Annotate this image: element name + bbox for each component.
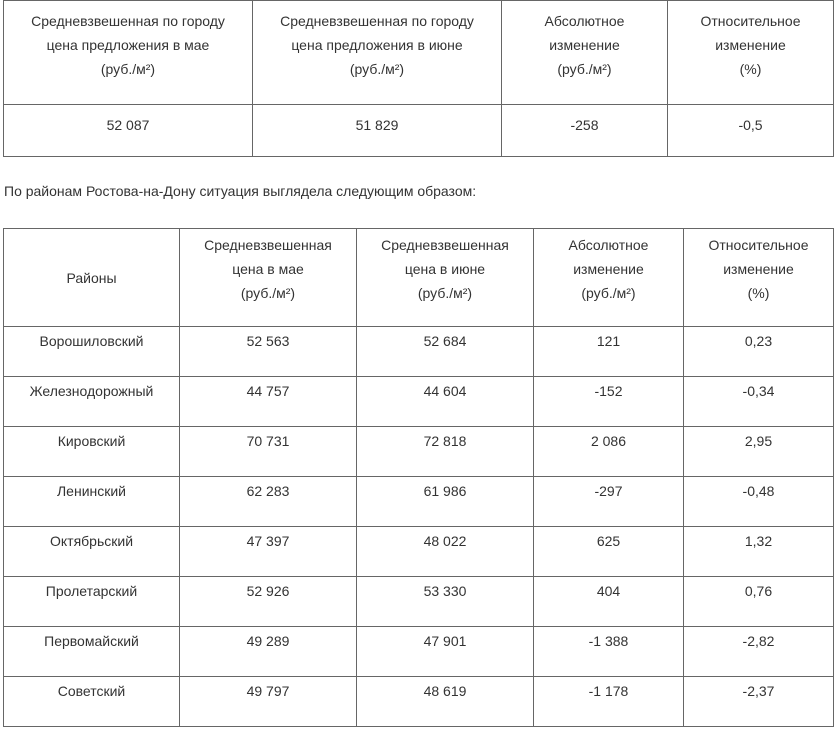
district-cell-relative-change: -2,82 — [684, 627, 834, 677]
city-header-may-price: Средневзвешенная по городу цена предложения в мае (руб./м²) — [4, 1, 253, 105]
district-cell-june-price: 72 818 — [357, 427, 534, 477]
district-table-header-row — [4, 229, 834, 327]
district-cell-district-name: Ленинский — [4, 477, 180, 527]
city-price-table — [3, 0, 834, 157]
city-header-june-price: Средневзвешенная по городу цена предложения в июне (руб./м²) — [253, 1, 502, 105]
district-cell-may-price: 62 283 — [180, 477, 357, 527]
district-cell-june-price: 48 022 — [357, 527, 534, 577]
district-cell-absolute-change: -152 — [534, 377, 684, 427]
district-cell-district-name: Железнодорожный — [4, 377, 180, 427]
district-cell-district-name: Советский — [4, 677, 180, 727]
city-value-may-price: 52 087 — [4, 105, 253, 157]
district-cell-may-price: 70 731 — [180, 427, 357, 477]
table-row — [4, 477, 834, 527]
city-value-relative-change: -0,5 — [668, 105, 834, 157]
district-cell-june-price: 44 604 — [357, 377, 534, 427]
district-cell-june-price: 61 986 — [357, 477, 534, 527]
table-row — [4, 377, 834, 427]
district-cell-relative-change: -0,48 — [684, 477, 834, 527]
district-cell-district-name: Первомайский — [4, 627, 180, 677]
district-header-absolute-change: Абсолютное изменение (руб./м²) — [534, 229, 684, 327]
district-cell-may-price: 49 797 — [180, 677, 357, 727]
table-row — [4, 577, 834, 627]
city-value-absolute-change: -258 — [502, 105, 668, 157]
district-cell-relative-change: 0,23 — [684, 327, 834, 377]
district-table-body — [4, 327, 834, 727]
table-row — [4, 677, 834, 727]
district-header-june-price: Средневзвешенная цена в июне (руб./м²) — [357, 229, 534, 327]
district-cell-june-price: 47 901 — [357, 627, 534, 677]
district-cell-district-name: Кировский — [4, 427, 180, 477]
district-cell-absolute-change: 625 — [534, 527, 684, 577]
table-row — [4, 327, 834, 377]
district-cell-absolute-change: 121 — [534, 327, 684, 377]
city-value-june-price: 51 829 — [253, 105, 502, 157]
table-row — [4, 527, 834, 577]
district-cell-may-price: 52 926 — [180, 577, 357, 627]
district-cell-june-price: 48 619 — [357, 677, 534, 727]
district-header-district: Районы — [4, 229, 180, 327]
city-table-values-row — [4, 105, 834, 157]
district-price-table — [3, 228, 834, 727]
city-table-header-row — [4, 1, 834, 105]
district-header-relative-change: Относительное изменение (%) — [684, 229, 834, 327]
district-cell-district-name: Октябрьский — [4, 527, 180, 577]
city-header-relative-change: Относительное изменение (%) — [668, 1, 834, 105]
district-cell-may-price: 49 289 — [180, 627, 357, 677]
district-cell-june-price: 53 330 — [357, 577, 534, 627]
district-intro-text: По районам Ростова-на-Дону ситуация выглядела следующим образом: — [4, 183, 477, 199]
district-cell-relative-change: 0,76 — [684, 577, 834, 627]
district-cell-district-name: Ворошиловский — [4, 327, 180, 377]
district-cell-relative-change: 1,32 — [684, 527, 834, 577]
district-cell-absolute-change: -1 178 — [534, 677, 684, 727]
district-cell-may-price: 44 757 — [180, 377, 357, 427]
district-header-may-price: Средневзвешенная цена в мае (руб./м²) — [180, 229, 357, 327]
district-cell-june-price: 52 684 — [357, 327, 534, 377]
district-cell-may-price: 47 397 — [180, 527, 357, 577]
district-cell-district-name: Пролетарский — [4, 577, 180, 627]
district-cell-absolute-change: 404 — [534, 577, 684, 627]
district-cell-relative-change: -2,37 — [684, 677, 834, 727]
table-row — [4, 627, 834, 677]
city-header-absolute-change: Абсолютное изменение (руб./м²) — [502, 1, 668, 105]
table-row — [4, 427, 834, 477]
district-cell-may-price: 52 563 — [180, 327, 357, 377]
district-cell-absolute-change: 2 086 — [534, 427, 684, 477]
district-cell-relative-change: -0,34 — [684, 377, 834, 427]
district-cell-relative-change: 2,95 — [684, 427, 834, 477]
district-cell-absolute-change: -1 388 — [534, 627, 684, 677]
district-cell-absolute-change: -297 — [534, 477, 684, 527]
